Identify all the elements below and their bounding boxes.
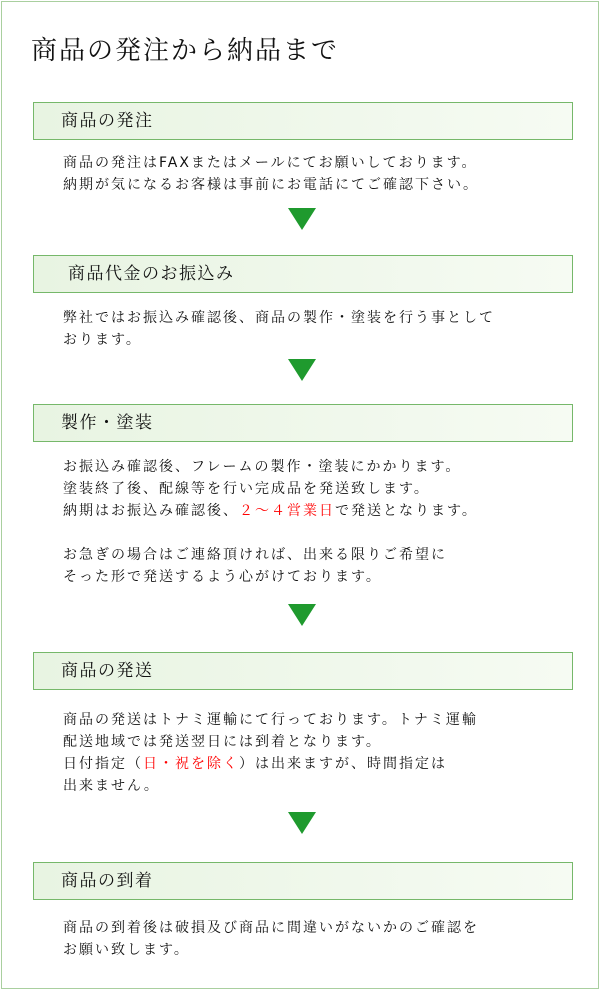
down-arrow-icon	[288, 359, 316, 381]
text-line: 出来ません。	[63, 778, 160, 794]
holiday-highlight: 日・祝を除く	[143, 756, 239, 772]
section-heading: 商品の到着	[61, 871, 154, 891]
text-line: そった形で発送するよう心がけております。	[63, 569, 382, 585]
section-heading: 商品の発送	[61, 661, 154, 681]
down-arrow-icon	[288, 812, 316, 834]
section-header-shipping	[33, 652, 573, 690]
text-line: お急ぎの場合はご連絡頂ければ、出来る限りご希望に	[63, 547, 447, 563]
text-line	[63, 753, 563, 775]
text-segment: 納期はお振込み確認後、	[63, 503, 239, 519]
text-line: 塗装終了後、配線等を行い完成品を発送致します。	[63, 481, 430, 497]
down-arrow-icon	[288, 604, 316, 626]
down-arrow-icon	[288, 208, 316, 230]
text-line: 商品の発送はトナミ運輸にて行っております。トナミ運輸	[63, 712, 478, 728]
text-line: 配送地域では発送翌日には到着となります。	[63, 734, 382, 750]
section-header-order	[33, 102, 573, 140]
section-body-order	[63, 152, 563, 196]
text-line: お振込み確認後、フレームの製作・塗装にかかります。	[63, 459, 462, 475]
text-line: おります。	[63, 332, 142, 348]
text-line: 商品の到着後は破損及び商品に間違いがないかのご確認を	[63, 920, 479, 936]
section-body-arrival	[63, 917, 563, 961]
section-header-payment	[33, 255, 573, 293]
spacer	[63, 522, 563, 544]
text-line: 弊社ではお振込み確認後、商品の製作・塗装を行う事として	[63, 310, 495, 326]
section-body-production	[63, 456, 563, 588]
section-body-shipping	[63, 709, 563, 797]
text-line	[63, 500, 563, 522]
text-line: お願い致します。	[63, 942, 190, 958]
section-header-arrival	[33, 862, 573, 900]
section-heading: 製作・塗装	[61, 413, 154, 433]
section-body-payment	[63, 307, 563, 351]
section-heading: 商品の発注	[61, 111, 154, 131]
text-segment: ）は出来ますが、時間指定は	[239, 756, 447, 772]
text-segment: で発送となります。	[335, 503, 478, 519]
page-title: 商品の発注から納品まで	[31, 36, 340, 66]
text-line: 納期が気になるお客様は事前にお電話にてご確認下さい。	[63, 177, 479, 193]
section-heading: 商品代金のお振込み	[68, 264, 235, 284]
text-line: 商品の発注はFAXまたはメールにてお願いしております。	[63, 155, 478, 171]
text-segment: 日付指定（	[63, 756, 143, 772]
section-header-production	[33, 404, 573, 442]
lead-time-highlight: ２～４営業日	[239, 503, 335, 519]
